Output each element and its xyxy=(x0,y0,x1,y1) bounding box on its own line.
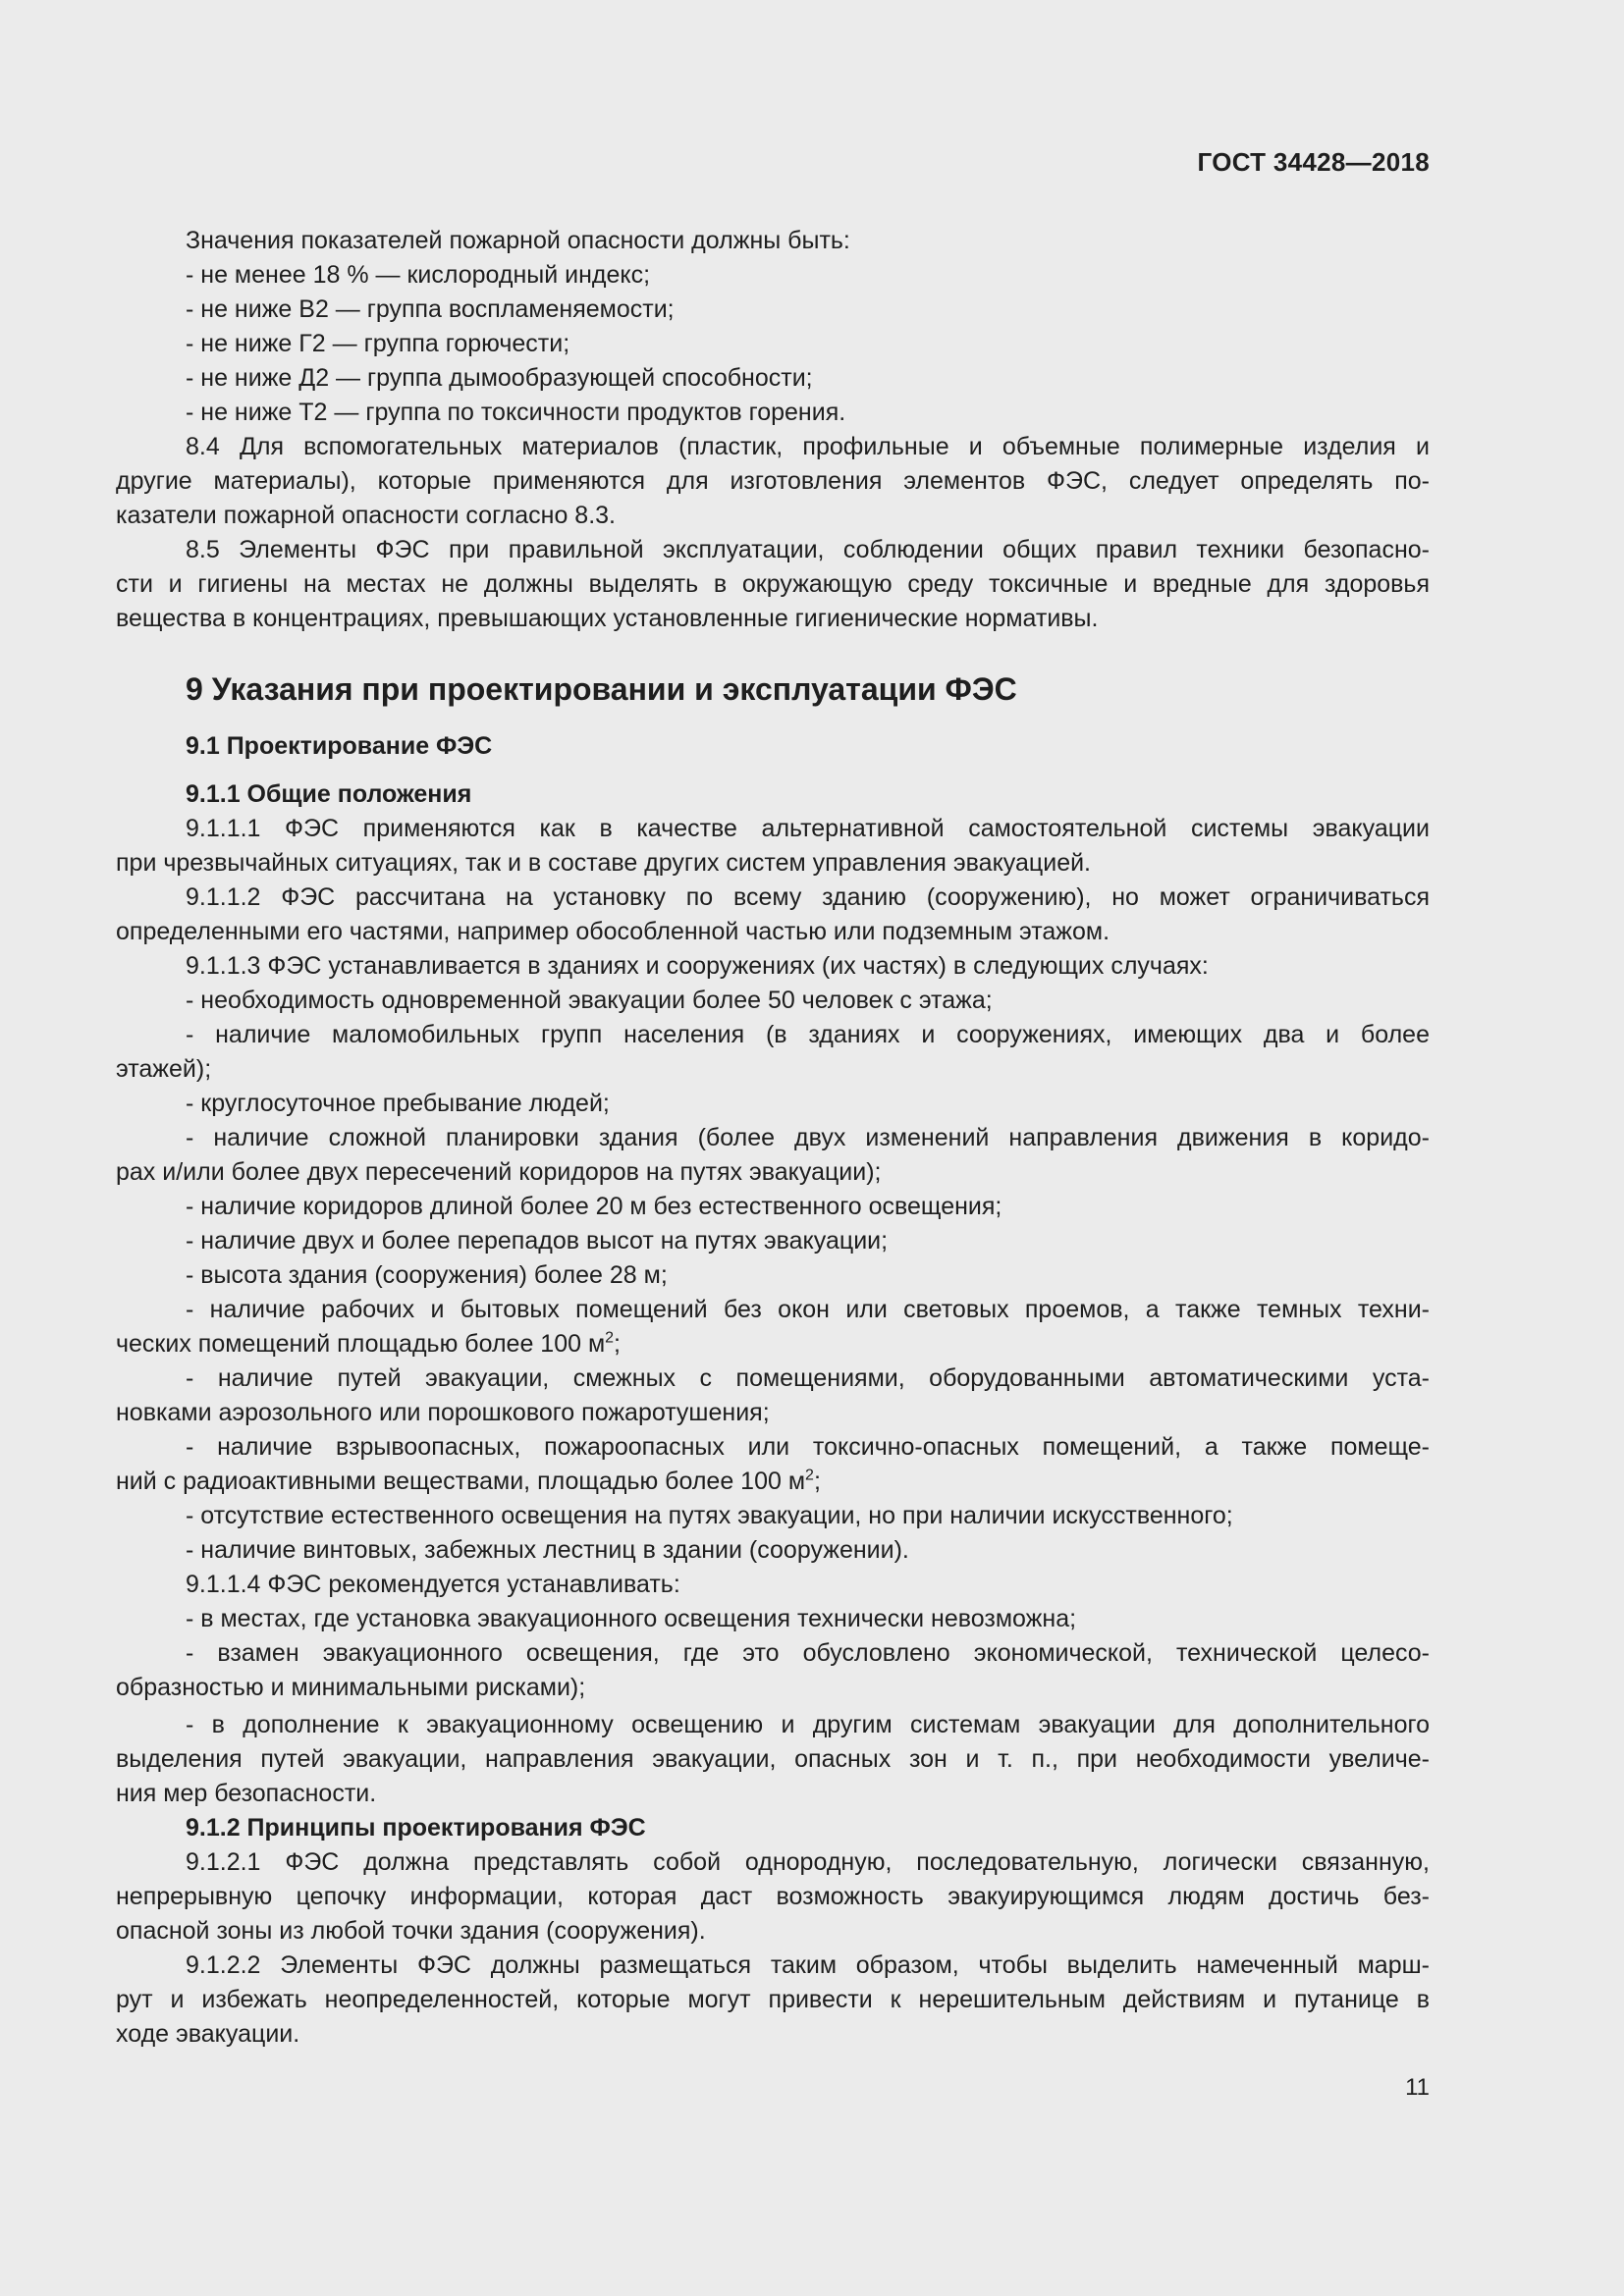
text-line: вещества в концентрациях, превышающих установленные гигиенические нормативы. xyxy=(116,605,1099,632)
text-line: 9.1.2.2 Элементы ФЭС должны размещаться таким образом, чтобы выделить намеченный марш- xyxy=(186,1951,1430,1979)
text-line: 9.1.1.2 ФЭС рассчитана на установку по всему зданию (сооружению), но может ограничиваться xyxy=(186,883,1430,911)
list-item: - не менее 18 % — кислородный индекс; xyxy=(186,261,651,289)
text-line: при чрезвычайных ситуациях, так и в составе других систем управления эвакуацией. xyxy=(116,849,1092,877)
text-line: определенными его частями, например обособленной частью или подземным этажом. xyxy=(116,918,1110,945)
text-line: Значения показателей пожарной опасности должны быть: xyxy=(186,227,850,254)
list-item: - не ниже В2 — группа воспламеняемости; xyxy=(186,295,675,323)
text-line: этажей); xyxy=(116,1055,212,1083)
text-line: казатели пожарной опасности согласно 8.3. xyxy=(116,502,616,529)
text-line: ходе эвакуации. xyxy=(116,2020,300,2048)
text-line xyxy=(116,1327,1430,1362)
list-item: - высота здания (сооружения) более 28 м; xyxy=(186,1261,668,1289)
list-item: - в дополнение к эвакуационному освещению и другим системам эвакуации для дополнительного xyxy=(186,1711,1430,1738)
page-number: 11 xyxy=(1405,2074,1430,2101)
text-line: рах и/или более двух пересечений коридоров на путях эвакуации); xyxy=(116,1158,882,1186)
list-item: - наличие рабочих и бытовых помещений без окон или световых проемов, а также темных техни- xyxy=(186,1296,1430,1323)
list-item: - круглосуточное пребывание людей; xyxy=(186,1090,610,1117)
list-item: - наличие коридоров длиной более 20 м без естественного освещения; xyxy=(186,1193,1002,1220)
text-span: ний с радиоактивными веществами, площадью более 100 м xyxy=(116,1468,806,1495)
text-line: 8.4 Для вспомогательных материалов (пластик, профильные и объемные полимерные изделия и xyxy=(186,433,1430,460)
list-item: - наличие взрывоопасных, пожароопасных или токсично-опасных помещений, а также помеще- xyxy=(186,1433,1430,1461)
superscript: 2 xyxy=(805,1467,814,1484)
list-item: - наличие сложной планировки здания (более двух изменений направления движения в коридо- xyxy=(186,1124,1430,1151)
list-item: - наличие винтовых, забежных лестниц в здании (сооружении). xyxy=(186,1536,909,1564)
text-span: ; xyxy=(614,1330,621,1358)
list-item: - не ниже Г2 — группа горючести; xyxy=(186,330,570,357)
text-line: рут и избежать неопределенностей, которые могут привести к нерешительным действиям и путанице в xyxy=(116,1986,1430,2013)
text-line: 9.1.1.1 ФЭС применяются как в качестве альтернативной самостоятельной системы эвакуации xyxy=(186,815,1430,842)
list-item: - в местах, где установка эвакуационного освещения технически невозможна; xyxy=(186,1605,1077,1632)
text-span: ; xyxy=(813,1468,821,1495)
text-line: другие материалы), которые применяются для изготовления элементов ФЭС, следует определять по- xyxy=(116,467,1430,495)
list-item: - наличие двух и более перепадов высот на путях эвакуации; xyxy=(186,1227,889,1255)
subsubsection-heading: 9.1.2 Принципы проектирования ФЭС xyxy=(186,1814,646,1842)
text-line: опасной зоны из любой точки здания (сооружения). xyxy=(116,1917,706,1945)
list-item: - взамен эвакуационного освещения, где это обусловлено экономической, технической целесо- xyxy=(186,1639,1430,1667)
subsection-heading: 9.1 Проектирование ФЭС xyxy=(186,732,493,760)
text-line: новками аэрозольного или порошкового пожаротушения; xyxy=(116,1399,770,1426)
page-content xyxy=(116,224,1430,2052)
text-line: образностью и минимальными рисками); xyxy=(116,1674,586,1701)
text-line: непрерывную цепочку информации, которая даст возможность эвакуирующимся людям достичь без- xyxy=(116,1883,1430,1910)
list-item: - отсутствие естественного освещения на путях эвакуации, но при наличии искусственного; xyxy=(186,1502,1233,1529)
section-heading: 9 Указания при проектировании и эксплуатации ФЭС xyxy=(186,671,1017,707)
text-line: ния мер безопасности. xyxy=(116,1780,377,1807)
text-line: сти и гигиены на местах не должны выделять в окружающую среду токсичные и вредные для здоровья xyxy=(116,570,1430,598)
subsubsection-heading: 9.1.1 Общие положения xyxy=(186,780,472,808)
superscript: 2 xyxy=(605,1329,615,1347)
text-line: 8.5 Элементы ФЭС при правильной эксплуатации, соблюдении общих правил техники безопасно- xyxy=(186,536,1430,563)
list-item: - не ниже Т2 — группа по токсичности продуктов горения. xyxy=(186,399,846,426)
list-item: - наличие маломобильных групп населения (в зданиях и сооружениях, имеющих два и более xyxy=(186,1021,1430,1048)
text-span: ческих помещений площадью более 100 м xyxy=(116,1330,606,1358)
list-item: - необходимость одновременной эвакуации более 50 человек с этажа; xyxy=(186,987,993,1014)
list-item: - наличие путей эвакуации, смежных с помещениями, оборудованными автоматическими уста- xyxy=(186,1364,1430,1392)
standard-code: ГОСТ 34428—2018 xyxy=(1197,147,1430,177)
list-item: - не ниже Д2 — группа дымообразующей способности; xyxy=(186,364,813,392)
text-line: 9.1.1.3 ФЭС устанавливается в зданиях и сооружениях (их частях) в следующих случаях: xyxy=(186,952,1209,980)
text-line: выделения путей эвакуации, направления эвакуации, опасных зон и т. п., при необходимости увеличе- xyxy=(116,1745,1430,1773)
text-line xyxy=(116,1465,1430,1499)
text-line: 9.1.2.1 ФЭС должна представлять собой однородную, последовательную, логически связанную, xyxy=(186,1848,1430,1876)
text-line: 9.1.1.4 ФЭС рекомендуется устанавливать: xyxy=(186,1571,680,1598)
